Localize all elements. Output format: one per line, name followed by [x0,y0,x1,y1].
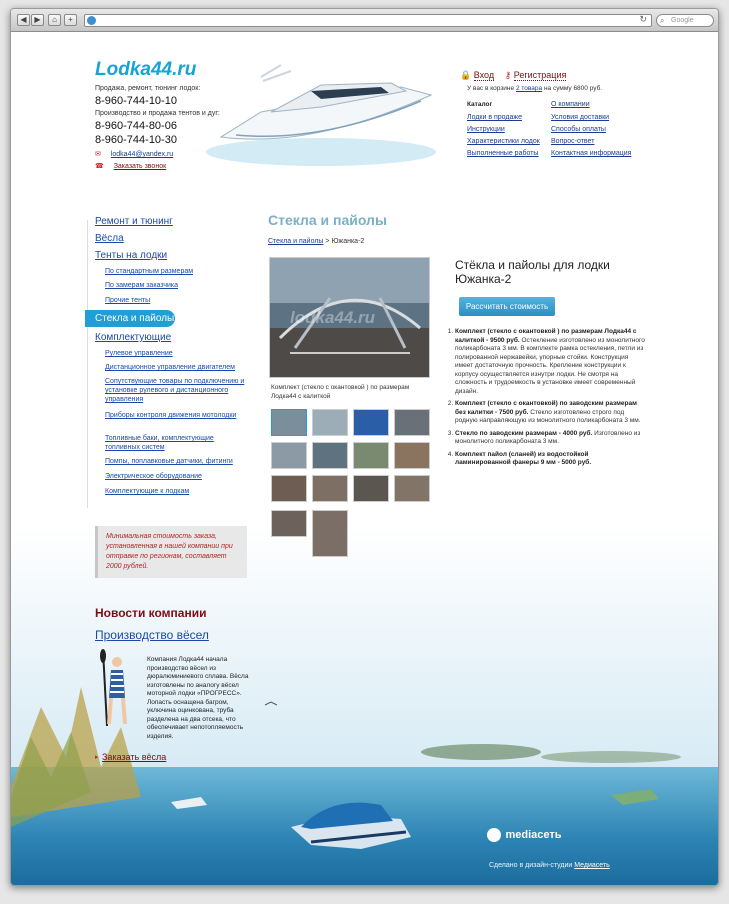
cart-prefix: У вас в корзине [467,85,515,92]
sidebar-sub-remote[interactable]: Дистанционное управление двигателем [105,364,235,371]
thumbnail-2[interactable] [312,409,348,436]
news-heading: Новости компании [95,606,207,620]
sidebar-sub-steering[interactable]: Рулевое управление [105,350,173,357]
add-tab-icon[interactable]: + [64,14,77,26]
menu-delivery[interactable]: Условия доставки [551,114,610,121]
sidebar-sub-fuel[interactable]: Топливные баки, комплектующие топливных систем [105,435,214,451]
globe-icon [87,16,96,25]
footer-credit-text: Сделано в дизайн-студии [489,862,573,869]
sidebar-divider [87,220,88,508]
thumbnail-7[interactable] [353,442,389,469]
register-link[interactable]: Регистрация [513,70,567,80]
email-row [95,150,173,158]
footer-brand-block [487,826,597,844]
breadcrumb-current: Южанка-2 [331,238,365,245]
sidebar-sub-other[interactable]: Прочие тенты [105,297,151,304]
thumbnail-5[interactable] [271,442,307,469]
address-bar[interactable] [84,14,652,27]
calculate-price-button[interactable]: Рассчитать стоимость [459,297,555,316]
forward-button[interactable]: ▶ [31,14,44,26]
sidebar-sub-instruments[interactable]: Приборы контроля движения мотолодки [105,412,237,419]
cart-items-link[interactable]: 2 товара [515,85,543,92]
mail-icon: ✉ [95,151,101,158]
auth-row [460,70,566,81]
menu-completed-works[interactable]: Выполненные работы [467,150,539,157]
home-icon[interactable]: ⌂ [48,14,61,26]
sidebar-sub-accessories[interactable]: Сопутствующие товары по подключению и установке рулевого и дистанционного управления [105,378,245,403]
sidebar-sub-pumps[interactable]: Помпы, поплавковые датчики, фитинги [105,458,233,465]
news-title-link[interactable]: Производство вёсел [95,628,209,642]
thumbnail-4[interactable] [394,409,430,436]
page-title: Стекла и пайолы [268,212,387,228]
tagline-tents: Производство и продажа тентов и дуг: [95,110,220,117]
image-caption: Комплект (стекло с окантовкой ) по размерам Лодка44 с калиткой [271,384,410,400]
min-order-notice: Минимальная стоимость заказа, установленная в нашей компании при отправке по регионам, составляет 2000 рублей. [95,526,247,578]
thumbnail-11[interactable] [353,475,389,502]
browser-window [10,8,719,886]
news-text: Компания Лодка44 начала производство вёсел из дюралюминиевого сплава. Вёсла изготовлены по аналогу вёсел моторной лодки «ПРОГРЕСС». Лопасть оснащена багром, уключина оцинкована, труба разделена на два отсека, что обеспечивает непотопляемость изделия. [147,656,249,740]
login-link[interactable]: Вход [473,70,495,80]
price-item: 2. Комплект (стекло с окантовкой) по заводским размерам без калитки - 7500 руб. Стекло изготовлено строго под родную направляющую из монолитного поликарбоната 3 мм. [455,400,645,426]
menu-faq[interactable]: Вопрос-ответ [551,138,595,145]
phone-repair: 8-960-744-10-10 [95,95,177,107]
footer-studio-link[interactable]: Медиасеть [574,862,610,869]
back-button[interactable]: ◀ [17,14,30,26]
studio-logo: mediaсеть [505,828,562,841]
thumbnail-13[interactable] [271,510,307,537]
phone-tents-1: 8-960-744-80-06 [95,120,177,132]
key-icon: ⚷ [504,70,512,80]
thumbnail-12[interactable] [394,475,430,502]
sidebar-sub-standard[interactable]: По стандартным размерам [105,268,194,275]
price-list [445,328,645,472]
browser-toolbar [11,9,719,32]
reload-icon[interactable]: ↻ [639,14,647,24]
breadcrumb-link[interactable]: Стекла и пайолы [268,238,324,245]
search-placeholder: Google [671,17,694,24]
email-link[interactable]: lodka44@yandex.ru [110,151,174,158]
site-logo[interactable]: Lodka44.ru [95,59,197,80]
phone-icon: ☎ [95,163,104,170]
call-row [95,162,166,170]
menu-contacts[interactable]: Контактная информация [551,150,632,157]
cart-summary [467,85,602,92]
thumbnail-14[interactable] [312,510,348,557]
menu-payment[interactable]: Способы оплаты [551,126,606,133]
sidebar-item-glass-active[interactable]: Стекла и пайолы [85,310,175,327]
thumbnail-8[interactable] [394,442,430,469]
sidebar-sub-boat-parts[interactable]: Комплектующие к лодкам [105,488,190,495]
thumbnail-6[interactable] [312,442,348,469]
menu-boats-for-sale[interactable]: Лодки в продаже [467,114,522,121]
thumbnail-9[interactable] [271,475,307,502]
news-image [95,648,137,728]
web-page [11,32,719,886]
sidebar-item-tents[interactable]: Тенты на лодки [95,250,168,261]
search-input[interactable] [656,14,714,27]
cart-suffix: на сумму 6800 руб. [543,85,603,92]
menu-boat-specs[interactable]: Характеристики лодок [467,138,540,145]
menu-instructions[interactable]: Инструкции [467,126,505,133]
image-watermark: lodka44.ru [290,308,376,327]
lock-icon: 🔒 [460,70,472,80]
yacht-image [201,57,446,167]
studio-logo-icon [487,828,501,842]
sidebar-item-oars[interactable]: Вёсла [95,233,124,244]
phone-tents-2: 8-960-744-10-30 [95,134,177,146]
search-icon: ⌕ [660,16,665,25]
arrow-right-icon: ▸ [95,754,99,761]
request-call-link[interactable]: Заказать звонок [113,163,167,170]
thumbnail-1[interactable] [271,409,307,436]
sidebar-sub-electric[interactable]: Электрическое оборудование [105,473,202,480]
sidebar-item-parts[interactable]: Комплектующие [95,332,172,343]
price-item: 3. Стекло по заводским размерам - 4000 руб. Изготовлено из монолитного поликарбоната 3 мм. [455,430,645,447]
thumbnail-3[interactable] [353,409,389,436]
breadcrumb-separator: > [325,238,330,245]
price-item: 4. Комплект пайол (слaней) из водостойкой ламинированной фанеры 9 мм - 5000 руб. [455,451,645,468]
sidebar-sub-custom[interactable]: По замерам заказчика [105,282,178,289]
main-product-image[interactable] [269,257,430,378]
thumbnail-10[interactable] [312,475,348,502]
price-item: 1. Комплект (стекло с окантовкой ) по размерам Лодка44 с калиткой - 9500 руб. Остекление изготовлено из монолитного поликарбоната 3 мм. В комплекте рамка остекления, петли из полированной нержавейки, упорные стойки. Конструкция имеет достаточную прочность. Крепление конструкции к корпусу осуществляется изнутри лодки. Не смотря на сложность и трудоемкость в установке имеет современный дизайн. [455,328,645,396]
footer-credit [489,862,610,869]
menu-about[interactable]: О компании [551,101,590,108]
catalog-label: Каталог [467,101,493,108]
breadcrumb [268,238,364,245]
order-oars-link[interactable]: Заказать вёсла [102,752,167,762]
product-title: Стёкла и пайолы для лодки Южанка-2 [455,258,610,286]
sidebar-item-repair[interactable]: Ремонт и тюнинг [95,216,173,227]
tagline-repair: Продажа, ремонт, тюнинг лодок: [95,85,201,92]
